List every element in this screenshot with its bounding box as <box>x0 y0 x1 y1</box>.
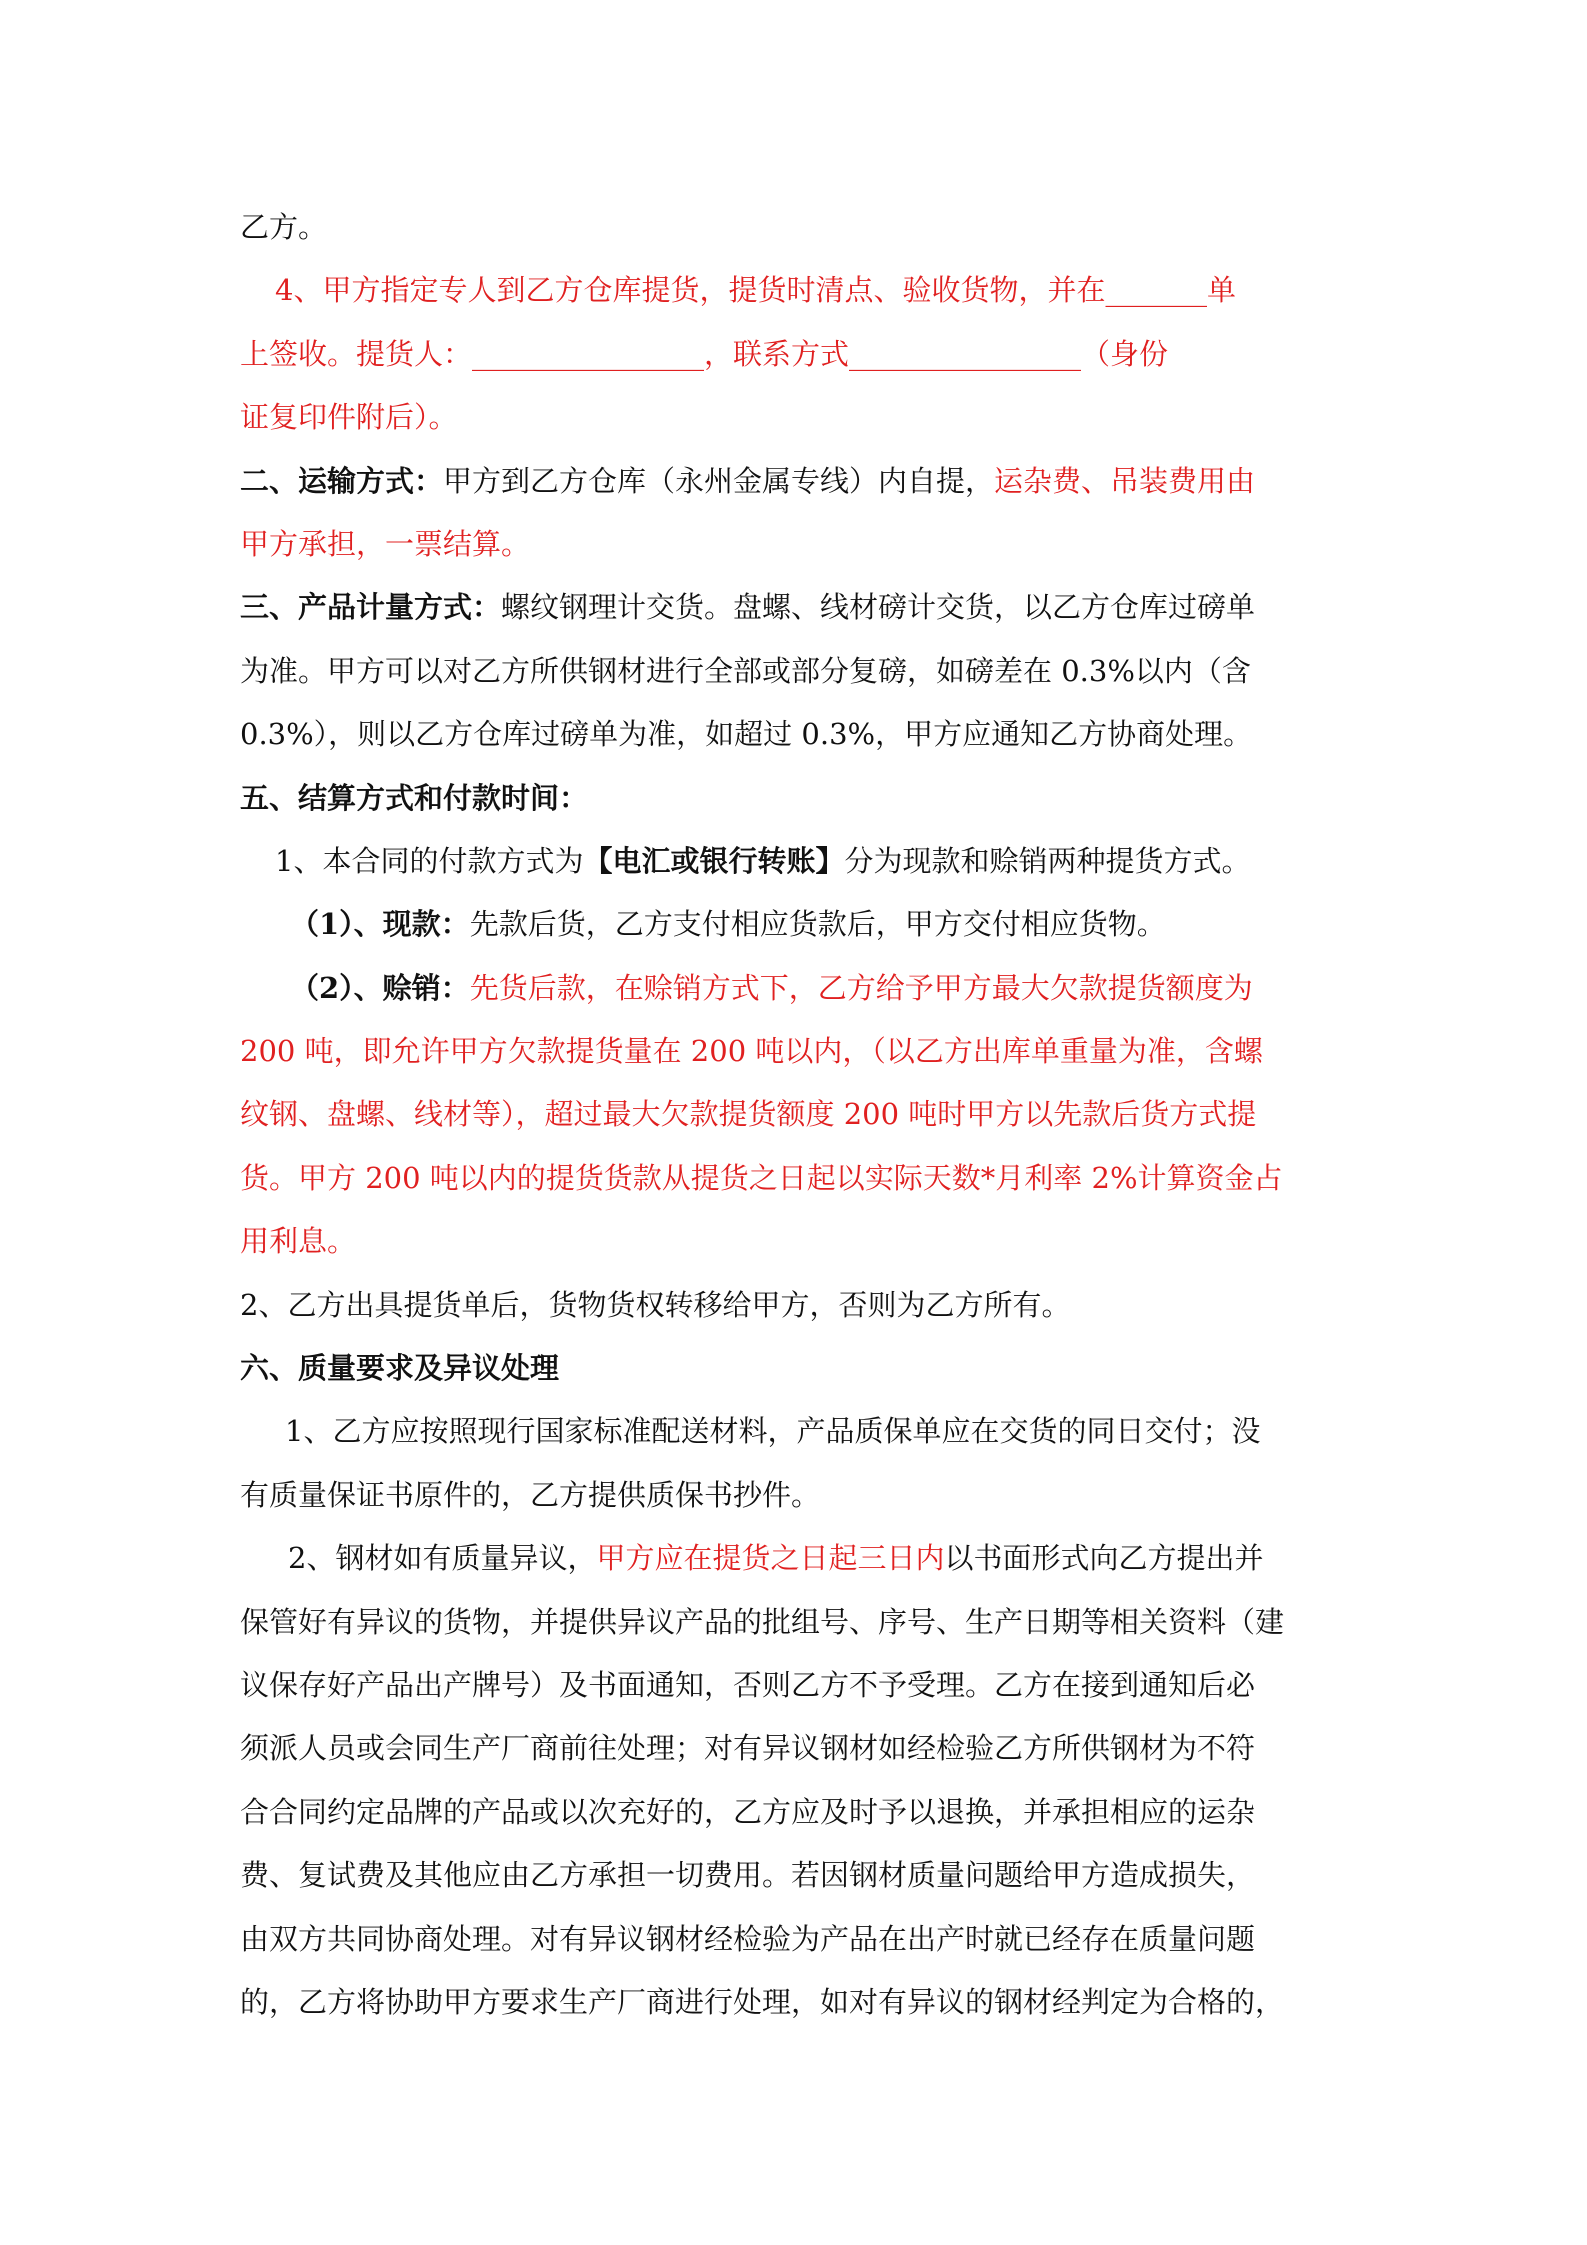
text: 螺纹钢理计交货。盘螺、线材磅计交货，以乙方仓库过磅单 <box>501 590 1256 625</box>
document-page <box>240 196 1360 2034</box>
clause-payment-1 <box>240 830 1360 893</box>
text: 分为现款和赊销两种提货方式。 <box>844 843 1251 878</box>
text: 以书面形式向乙方提出并 <box>944 1541 1264 1576</box>
text-line <box>240 196 1360 259</box>
clause-quality-2 <box>240 1527 1360 1590</box>
text-line <box>240 640 1360 703</box>
text: 1、本合同的付款方式为 <box>275 843 584 878</box>
text-line <box>240 1781 1360 1844</box>
highlighted-text: 运杂费、吊装费用由 <box>994 463 1256 498</box>
text: 须派人员或会同生产厂商前往处理；对有异议钢材如经检验乙方所供钢材为不符 <box>240 1731 1256 1766</box>
text: 乙方。 <box>240 210 328 244</box>
text-line <box>240 513 1360 576</box>
section-transport <box>240 450 1360 513</box>
sub-heading: （1）、现款： <box>290 907 470 942</box>
clause-credit <box>240 957 1360 1020</box>
text-line <box>240 323 1360 386</box>
highlighted-text: 先货后款，在赊销方式下，乙方给予甲方最大欠款提货额度为 <box>469 970 1253 1005</box>
text: 六、质量要求及异议处理 <box>240 1351 560 1386</box>
text-line <box>240 1083 1360 1146</box>
text: 2、钢材如有质量异议， <box>288 1541 597 1576</box>
text-line <box>240 386 1360 449</box>
text: 为准。甲方可以对乙方所供钢材进行全部或部分复磅，如磅差在 0.3%以内（含 <box>240 653 1251 688</box>
text: 货。甲方 200 吨以内的提货货款从提货之日起以实际天数*月利率 2%计算资金占 <box>240 1160 1283 1195</box>
clause-4 <box>240 259 1360 322</box>
text: 有质量保证书原件的，乙方提供质保书抄件。 <box>240 1477 821 1512</box>
text: 用利息。 <box>240 1224 357 1259</box>
text-line <box>240 703 1360 766</box>
clause-quality-1 <box>240 1400 1360 1463</box>
text: 1、乙方应按照现行国家标准配送材料，产品质保单应在交货的同日交付；没 <box>285 1414 1261 1449</box>
text: 纹钢、盘螺、线材等），超过最大欠款提货额度 200 吨时甲方以先款后货方式提 <box>240 1097 1257 1132</box>
text: 4、甲方指定专人到乙方仓库提货，提货时清点、验收货物，并在_______单 <box>275 273 1236 308</box>
clause-cash <box>240 893 1360 956</box>
highlighted-text: 甲方应在提货之日起三日内 <box>596 1541 945 1576</box>
section-heading <box>240 1337 1360 1400</box>
text: 合合同约定品牌的产品或以次充好的，乙方应及时予以退换，并承担相应的运杂 <box>240 1794 1256 1829</box>
clause-payment-2 <box>240 1274 1360 1337</box>
text-line <box>240 1020 1360 1083</box>
text: 200 吨，即允许甲方欠款提货量在 200 吨以内，（以乙方出库单重量为准，含螺 <box>240 1034 1263 1069</box>
text: 由双方共同协商处理。对有异议钢材经检验为产品在出产时就已经存在质量问题 <box>240 1921 1256 1956</box>
text-line <box>240 1717 1360 1780</box>
text: 先款后货，乙方支付相应货款后，甲方交付相应货物。 <box>469 907 1166 942</box>
text: 上签收。提货人：________________，联系方式________________（身份 <box>240 336 1169 371</box>
payment-method: 【电汇或银行转账】 <box>583 843 845 878</box>
text-line <box>240 1591 1360 1654</box>
text: 费、复试费及其他应由乙方承担一切费用。若因钢材质量问题给甲方造成损失， <box>240 1858 1256 1893</box>
section-heading <box>240 767 1360 830</box>
text-line <box>240 1844 1360 1907</box>
section-measurement <box>240 576 1360 639</box>
section-heading: 二、运输方式： <box>240 463 444 498</box>
text: 2、乙方出具提货单后，货物货权转移给甲方，否则为乙方所有。 <box>240 1287 1071 1322</box>
text-line <box>240 1654 1360 1717</box>
text-line <box>240 1210 1360 1273</box>
text: 保管好有异议的货物，并提供异议产品的批组号、序号、生产日期等相关资料（建 <box>240 1604 1285 1639</box>
text: 议保存好产品出产牌号）及书面通知，否则乙方不予受理。乙方在接到通知后必 <box>240 1667 1256 1702</box>
text: 证复印件附后）。 <box>240 400 458 435</box>
text-line <box>240 1147 1360 1210</box>
sub-heading: （2）、赊销： <box>290 970 470 1005</box>
section-heading: 三、产品计量方式： <box>240 590 502 625</box>
text: 五、结算方式和付款时间： <box>240 780 589 815</box>
text-line <box>240 1971 1360 2034</box>
text-line <box>240 1464 1360 1527</box>
text: 的，乙方将协助甲方要求生产厂商进行处理，如对有异议的钢材经判定为合格的， <box>240 1984 1285 2019</box>
text: 甲方到乙方仓库（永州金属专线）内自提， <box>443 463 995 498</box>
text: 0.3%），则以乙方仓库过磅单为准，如超过 0.3%，甲方应通知乙方协商处理。 <box>240 717 1253 752</box>
text-line <box>240 1908 1360 1971</box>
text: 甲方承担，一票结算。 <box>240 526 531 561</box>
